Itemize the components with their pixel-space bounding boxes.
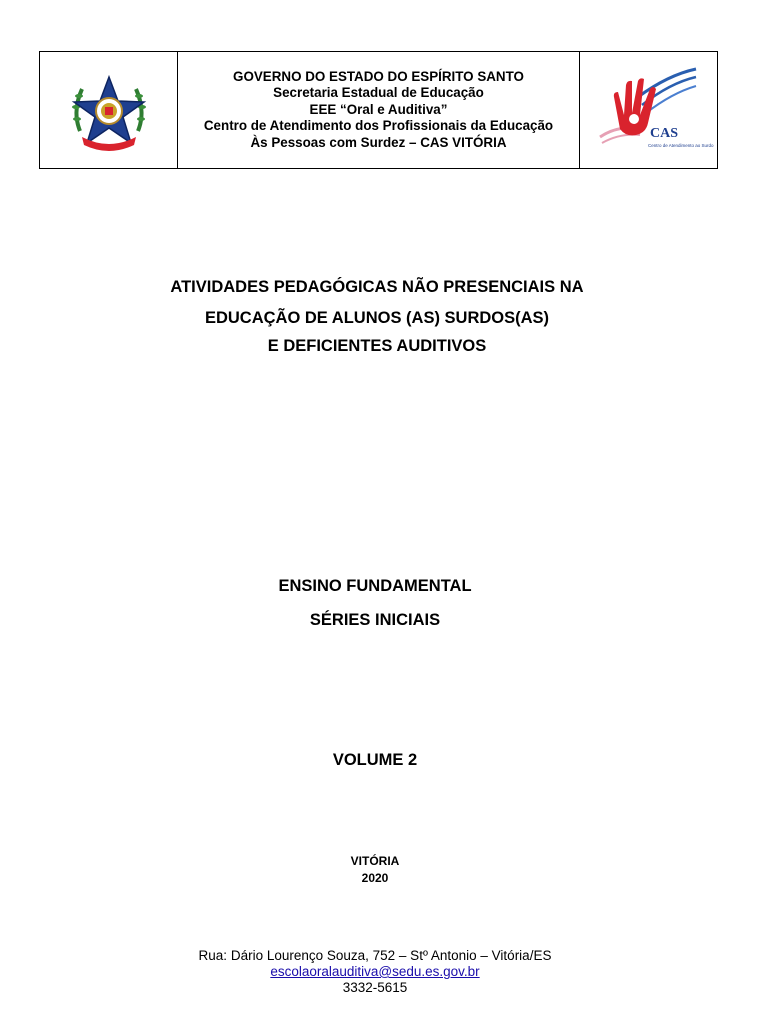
footer-address: Rua: Dário Lourenço Souza, 752 – Stº Antonio – Vitória/ES [198, 948, 552, 963]
cas-logo-text: CAS [650, 126, 679, 141]
place-label: VITÓRIA [350, 854, 400, 868]
document-title-line-2: EDUCAÇÃO DE ALUNOS (AS) SURDOS(AS) [204, 309, 550, 327]
year-label: 2020 [361, 871, 389, 885]
document-title-line-3: E DEFICIENTES AUDITIVOS [267, 337, 487, 355]
header-line-school: EEE “Oral e Auditiva” [309, 101, 448, 117]
header-text-block [178, 52, 579, 168]
header-line-government: GOVERNO DO ESTADO DO ESPÍRITO SANTO [233, 68, 524, 84]
volume-label: VOLUME 2 [332, 751, 418, 769]
cas-hand-logo [598, 67, 714, 155]
document-title-line-1: ATIVIDADES PEDAGÓGICAS NÃO PRESENCIAIS NA [170, 278, 584, 296]
header-line-cas: Às Pessoas com Surdez – CAS VITÓRIA [250, 134, 507, 150]
header-table [39, 51, 718, 169]
header-line-center: Centro de Atendimento dos Profissionais da Educação [203, 118, 554, 134]
header-line-secretariat: Secretaria Estadual de Educação [273, 85, 484, 101]
cas-logo-subtext: Centro de Atendimento ao Surdo [648, 143, 714, 148]
footer-phone: 3332-5615 [342, 980, 408, 995]
coat-of-arms-logo [68, 71, 150, 153]
grade-series: SÉRIES INICIAIS [309, 611, 441, 629]
education-level: ENSINO FUNDAMENTAL [278, 577, 472, 595]
header-left-cell [40, 52, 178, 168]
header-right-cell [579, 52, 717, 168]
footer-email-link[interactable]: escolaoralauditiva@sedu.es.gov.br [270, 964, 480, 979]
